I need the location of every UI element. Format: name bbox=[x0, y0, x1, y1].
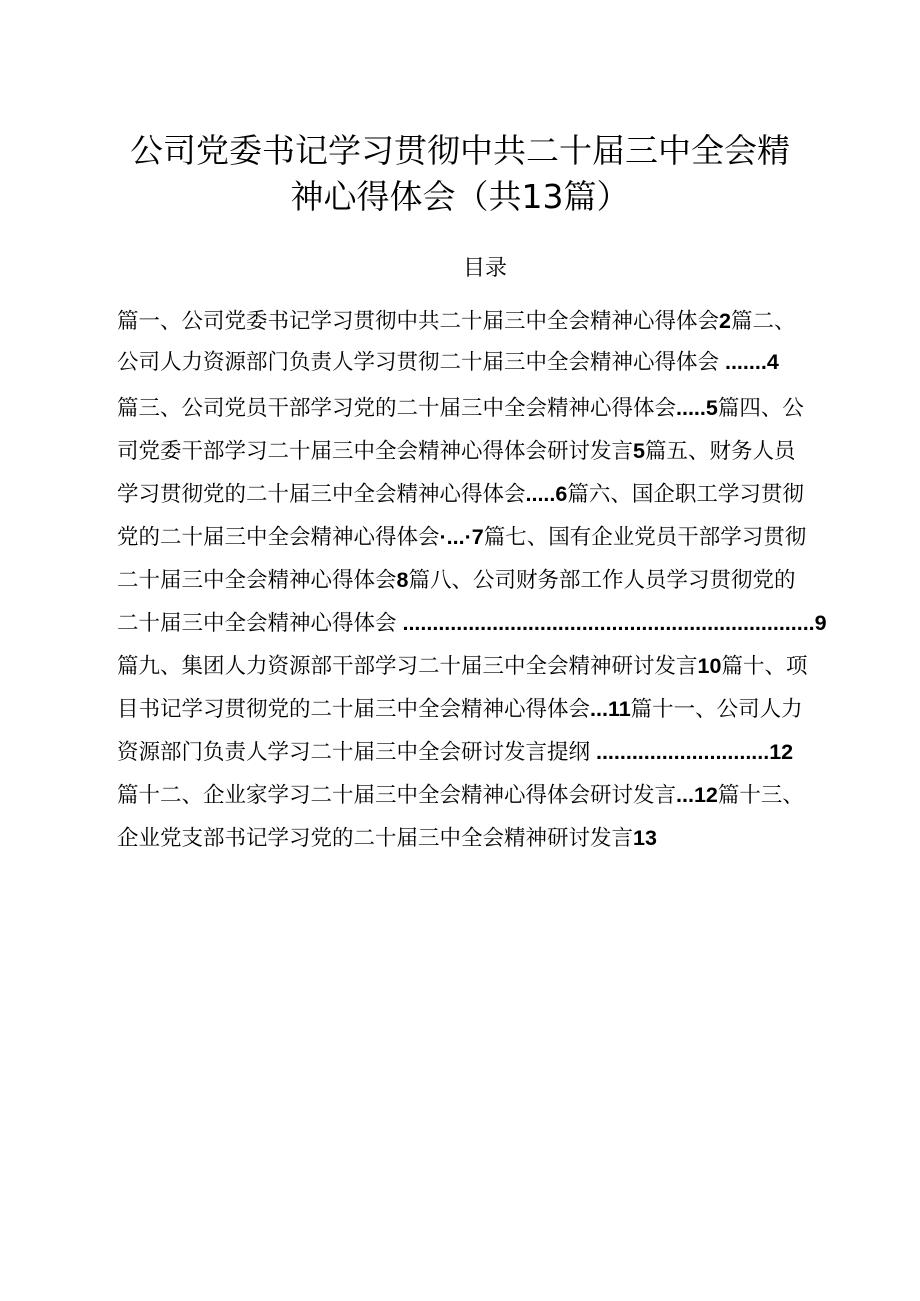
toc-line-text: 司党委干部学习二十届三中全会精神心得体会研讨发言 bbox=[117, 439, 634, 464]
toc-page-number: 8 bbox=[396, 568, 409, 592]
toc-line-tail: 篇二、 bbox=[730, 309, 796, 334]
toc-leader-dots: ..................................................................... bbox=[396, 611, 815, 635]
toc-leader-dots: ... bbox=[590, 697, 608, 721]
document-title-line1: 公司党委书记学习贯彻中共二十届三中全会精 bbox=[130, 131, 790, 170]
toc-leader-dots: ............................. bbox=[590, 740, 770, 764]
toc-line bbox=[117, 608, 827, 639]
toc-line bbox=[117, 393, 804, 424]
toc-page-number: 12 bbox=[693, 783, 718, 807]
toc-line-tail: 篇六、国企职工学习贯彻 bbox=[567, 482, 804, 507]
toc-line-tail: 篇八、公司财务部工作人员学习贯彻党的 bbox=[408, 568, 796, 593]
toc-line-text: 篇九、集团人力资源部干部学习二十届三中全会精神研讨发言 bbox=[117, 654, 698, 679]
toc-line bbox=[117, 347, 779, 378]
toc-line-text: 公司人力资源部门负责人学习贯彻二十届三中全会精神心得体会 bbox=[117, 350, 720, 375]
toc-page-number: 7 bbox=[471, 525, 484, 549]
toc-line-tail: 篇十三、 bbox=[717, 783, 804, 808]
toc-line-text: 篇十二、企业家学习二十届三中全会精神心得体会研讨发言 bbox=[117, 783, 677, 808]
toc-line bbox=[117, 436, 796, 467]
toc-page-number: 12 bbox=[769, 740, 794, 764]
toc-page-number: 5 bbox=[705, 396, 718, 420]
document-title-line2: 神心得体会（共13篇） bbox=[290, 177, 630, 216]
toc-line bbox=[117, 737, 793, 768]
toc-line-text: 党的二十届三中全会精神心得体会 bbox=[117, 525, 440, 550]
toc-line bbox=[117, 694, 803, 725]
toc-line bbox=[117, 780, 804, 811]
toc-line bbox=[117, 306, 796, 337]
toc-line-text: 二十届三中全会精神心得体会 bbox=[117, 611, 397, 636]
toc-leader-dots: ... bbox=[676, 783, 694, 807]
toc-page-number: 2 bbox=[719, 309, 731, 333]
toc-page-number: 6 bbox=[555, 482, 568, 506]
toc-line-text: 篇一、公司党委书记学习贯彻中共二十届三中全会精神心得体会 bbox=[117, 309, 720, 334]
toc-line bbox=[117, 565, 796, 596]
toc-line-tail: 篇七、国有企业党员干部学习贯彻 bbox=[483, 525, 807, 550]
toc-line bbox=[117, 651, 807, 682]
toc-line-text: 篇三、公司党员干部学习党的二十届三中全会精神心得体会 bbox=[117, 396, 677, 421]
toc-line-text: 企业党支部书记学习党的二十届三中全会精神研讨发言 bbox=[117, 826, 634, 851]
toc-line bbox=[117, 479, 804, 510]
toc-line-text: 学习贯彻党的二十届三中全会精神心得体会 bbox=[117, 482, 526, 507]
toc-line bbox=[117, 823, 657, 854]
toc-page-number: 9 bbox=[814, 611, 827, 635]
toc-leader-dots: ..... bbox=[676, 396, 706, 420]
toc-line-text: 资源部门负责人学习二十届三中全会研讨发言提纲 bbox=[117, 740, 591, 765]
toc-heading: 目录 bbox=[462, 256, 507, 281]
toc-page-number: 11 bbox=[607, 697, 631, 721]
toc-leader-dots: ·...· bbox=[439, 525, 472, 549]
toc-line-text: 目书记学习贯彻党的二十届三中全会精神心得体会 bbox=[117, 697, 591, 722]
toc-page-number: 10 bbox=[697, 654, 722, 678]
toc-page-number: 13 bbox=[633, 826, 657, 850]
toc-leader-dots: ....... bbox=[719, 350, 767, 374]
toc-line bbox=[117, 522, 806, 553]
toc-line-tail: 篇十、项 bbox=[721, 654, 808, 679]
toc-line-tail: 篇十一、公司人力 bbox=[630, 697, 803, 722]
toc-line-tail: 篇五、财务人员 bbox=[644, 439, 796, 464]
toc-page-number: 5 bbox=[633, 439, 645, 463]
toc-page-number: 4 bbox=[766, 350, 779, 374]
toc-leader-dots: ..... bbox=[525, 482, 556, 506]
toc-line-text: 二十届三中全会精神心得体会 bbox=[117, 568, 397, 593]
toc-line-tail: 篇四、公 bbox=[717, 396, 804, 421]
